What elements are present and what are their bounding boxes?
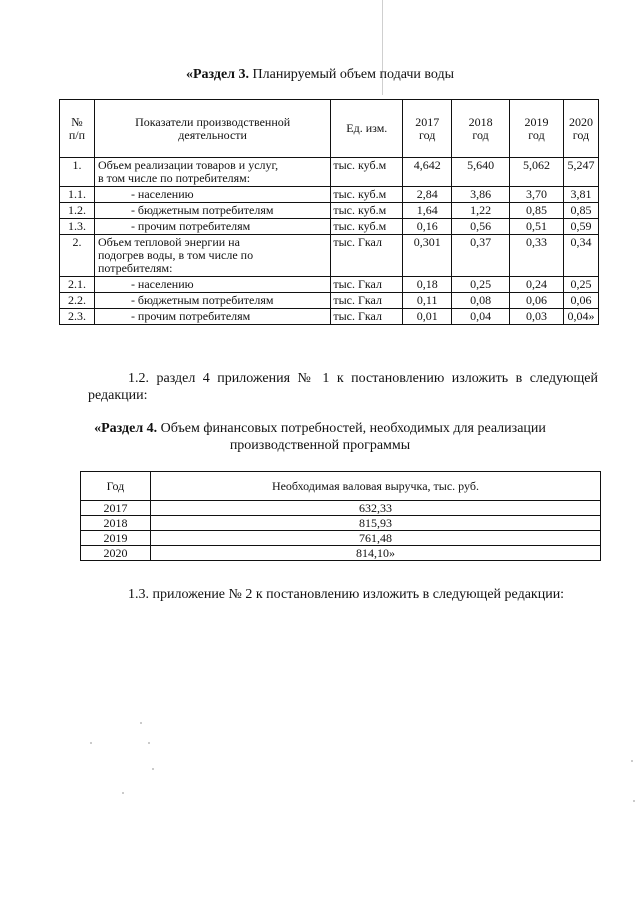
section4-title-bold: «Раздел 4. — [94, 421, 158, 436]
scan-speck — [122, 792, 124, 794]
row-num: 1.2. — [60, 203, 95, 219]
row-value-2017: 0,18 — [403, 277, 452, 293]
row-value-2020: 0,25 — [563, 277, 598, 293]
header-2018: 2018 год — [452, 100, 510, 158]
row-unit: тыс. Гкал — [331, 277, 403, 293]
row-indicator: Объем реализации товаров и услуг, в том числе по потребителям: — [94, 158, 330, 187]
row-value-2018: 3,86 — [452, 187, 510, 203]
row-num: 1.3. — [60, 219, 95, 235]
row-num: 2.2. — [60, 293, 95, 309]
row-value-2019: 0,03 — [510, 309, 564, 325]
section3-header-row — [60, 100, 599, 158]
header-year: Год — [81, 472, 151, 501]
row-value-2019: 0,33 — [510, 235, 564, 277]
row-value-2017: 2,84 — [403, 187, 452, 203]
row-unit: тыс. куб.м — [331, 158, 403, 187]
row-value-2017: 0,01 — [403, 309, 452, 325]
row-value-2018: 5,640 — [452, 158, 510, 187]
section3-row — [60, 219, 599, 235]
section4-title-line2: производственной программы — [229, 438, 411, 453]
section4-title — [0, 420, 640, 437]
row-year: 2019 — [81, 531, 151, 546]
paragraph-1-3-text: 1.3. приложение № 2 к постановлению изложить в следующей редакции: — [128, 587, 565, 602]
row-value-2018: 0,25 — [452, 277, 510, 293]
row-value-2020: 3,81 — [563, 187, 598, 203]
section4-row — [81, 546, 601, 561]
row-indicator: - населению — [94, 187, 330, 203]
section4-title-text: Объем финансовых потребностей, необходимых для реализации — [157, 421, 546, 436]
row-value-2020: 0,04» — [563, 309, 598, 325]
header-indicator: Показатели производственной деятельности — [94, 100, 330, 158]
section3-row — [60, 235, 599, 277]
scan-speck — [633, 800, 635, 802]
header-2017: 2017 год — [403, 100, 452, 158]
header-2020: 2020 год — [563, 100, 598, 158]
paragraph-1-2-text: 1.2. раздел 4 приложения № 1 к постановлению изложить в следующей редакции: — [88, 371, 598, 403]
row-value-2020: 5,247 — [563, 158, 598, 187]
scan-speck — [148, 742, 150, 744]
row-unit: тыс. Гкал — [331, 235, 403, 277]
section3-title-text: Планируемый объем подачи воды — [249, 67, 455, 82]
row-num: 2.3. — [60, 309, 95, 325]
section4-row — [81, 531, 601, 546]
row-value-2018: 1,22 — [452, 203, 510, 219]
row-value-2017: 0,16 — [403, 219, 452, 235]
row-value-2020: 0,34 — [563, 235, 598, 277]
row-indicator: - бюджетным потребителям — [94, 293, 330, 309]
row-revenue: 814,10» — [150, 546, 600, 561]
scan-speck — [90, 742, 92, 744]
row-revenue: 815,93 — [150, 516, 600, 531]
header-2019: 2019 год — [510, 100, 564, 158]
section4-row — [81, 501, 601, 516]
section3-title-bold: «Раздел 3. — [185, 67, 250, 82]
row-value-2018: 0,37 — [452, 235, 510, 277]
row-value-2019: 0,06 — [510, 293, 564, 309]
row-value-2017: 1,64 — [403, 203, 452, 219]
row-value-2019: 0,85 — [510, 203, 564, 219]
section3-row — [60, 187, 599, 203]
row-unit: тыс. куб.м — [331, 187, 403, 203]
section4-header-row — [81, 472, 601, 501]
row-unit: тыс. куб.м — [331, 219, 403, 235]
row-revenue: 632,33 — [150, 501, 600, 516]
scan-speck — [140, 722, 142, 724]
row-indicator: - бюджетным потребителям — [94, 203, 330, 219]
row-num: 2. — [60, 235, 95, 277]
row-value-2020: 0,06 — [563, 293, 598, 309]
row-num: 1.1. — [60, 187, 95, 203]
row-value-2019: 3,70 — [510, 187, 564, 203]
section3-row — [60, 277, 599, 293]
row-value-2017: 4,642 — [403, 158, 452, 187]
row-indicator: - населению — [94, 277, 330, 293]
section4-table — [80, 471, 601, 561]
section3-table — [59, 99, 599, 325]
row-num: 1. — [60, 158, 95, 187]
row-value-2020: 0,85 — [563, 203, 598, 219]
row-value-2017: 0,11 — [403, 293, 452, 309]
section4-row — [81, 516, 601, 531]
row-revenue: 761,48 — [150, 531, 600, 546]
row-value-2020: 0,59 — [563, 219, 598, 235]
paragraph-1-2 — [88, 370, 598, 404]
scan-speck — [152, 768, 154, 770]
row-unit: тыс. Гкал — [331, 309, 403, 325]
row-year: 2017 — [81, 501, 151, 516]
row-value-2018: 0,04 — [452, 309, 510, 325]
row-unit: тыс. Гкал — [331, 293, 403, 309]
row-value-2018: 0,08 — [452, 293, 510, 309]
row-value-2019: 0,24 — [510, 277, 564, 293]
row-value-2018: 0,56 — [452, 219, 510, 235]
header-num: № п/п — [60, 100, 95, 158]
row-year: 2020 — [81, 546, 151, 561]
row-value-2019: 0,51 — [510, 219, 564, 235]
section3-row — [60, 293, 599, 309]
section3-row — [60, 158, 599, 187]
row-year: 2018 — [81, 516, 151, 531]
header-unit: Ед. изм. — [331, 100, 403, 158]
section3-row — [60, 309, 599, 325]
row-num: 2.1. — [60, 277, 95, 293]
row-unit: тыс. куб.м — [331, 203, 403, 219]
row-indicator: Объем тепловой энергии на подогрев воды, в том числе по потребителям: — [94, 235, 330, 277]
paragraph-1-3 — [88, 586, 598, 603]
row-indicator: - прочим потребителям — [94, 309, 330, 325]
row-indicator: - прочим потребителям — [94, 219, 330, 235]
row-value-2017: 0,301 — [403, 235, 452, 277]
row-value-2019: 5,062 — [510, 158, 564, 187]
scan-speck — [631, 760, 633, 762]
section3-row — [60, 203, 599, 219]
header-revenue: Необходимая валовая выручка, тыс. руб. — [150, 472, 600, 501]
section3-title — [0, 66, 640, 83]
